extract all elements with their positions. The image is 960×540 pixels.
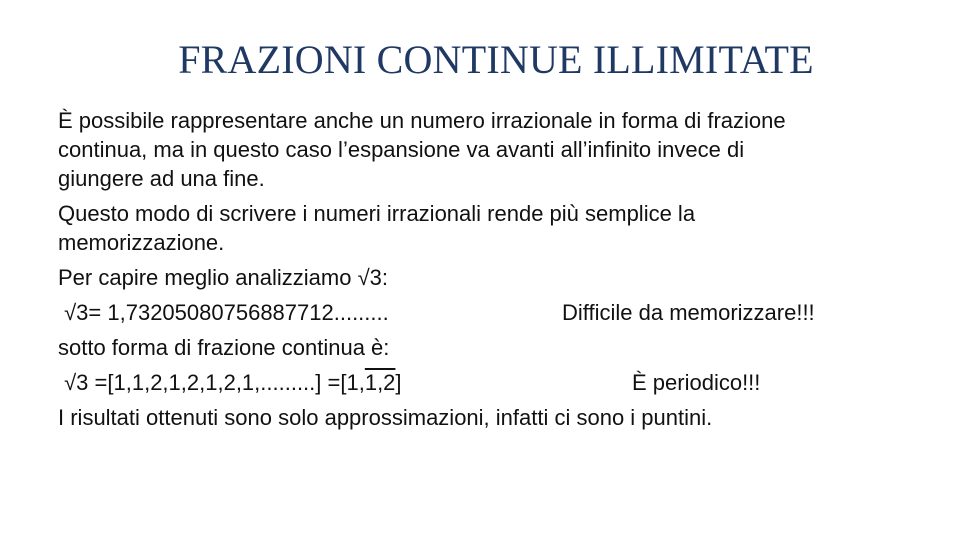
continued-fraction-prefix: √3 =[1,1,2,1,2,1,2,1,.........] =[1,: [58, 370, 365, 395]
continued-intro-line: sotto forma di frazione continua è:: [58, 335, 390, 360]
intro-paragraph: [58, 106, 938, 193]
intro-line: È possibile rappresentare anche un numero irrazionale in forma di frazione: [58, 108, 786, 133]
continued-fraction-comment: È periodico!!!: [632, 370, 761, 395]
conclusion-paragraph: [58, 403, 938, 432]
intro-line: continua, ma in questo caso l’espansione va avanti all’infinito invece di: [58, 137, 745, 162]
decimal-comment: Difficile da memorizzare!!!: [562, 300, 815, 325]
memo-line: memorizzazione.: [58, 230, 225, 255]
continued-fraction-suffix: ]: [395, 370, 402, 395]
analyze-line: Per capire meglio analizziamo √3:: [58, 265, 388, 290]
decimal-expansion: √3= 1,73205080756887712.........: [58, 300, 389, 325]
decimal-expansion-row: [58, 298, 938, 327]
continued-intro-paragraph: [58, 333, 938, 362]
analyze-paragraph: [58, 263, 938, 292]
memorization-paragraph: [58, 199, 938, 257]
slide-body: [58, 106, 938, 438]
continued-fraction-expansion: [58, 368, 402, 397]
continued-fraction-row: [58, 368, 938, 397]
conclusion-line: I risultati ottenuti sono solo approssimazioni, infatti ci sono i puntini.: [58, 405, 713, 430]
intro-line: giungere ad una fine.: [58, 166, 265, 191]
memo-line: Questo modo di scrivere i numeri irrazionali rende più semplice la: [58, 201, 696, 226]
continued-fraction-period: 1,2: [364, 370, 396, 395]
slide-title: FRAZIONI CONTINUE ILLIMITATE: [178, 37, 814, 82]
